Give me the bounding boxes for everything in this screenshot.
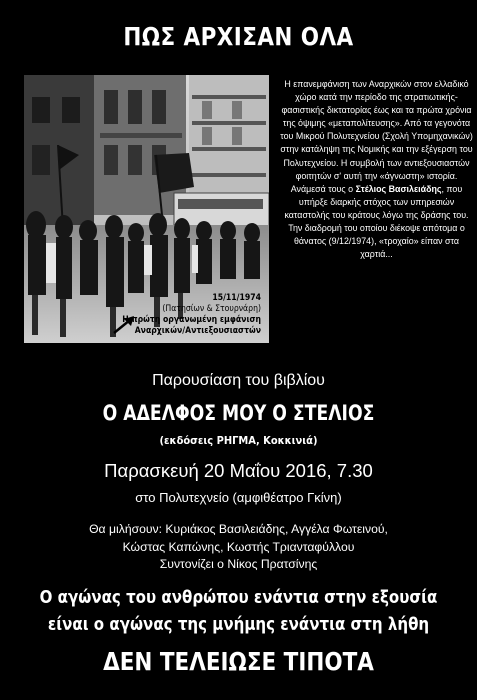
event-date: Παρασκευή 20 Μαΐου 2016, 7.30 bbox=[104, 460, 373, 481]
poster-title: ΠΩΣ ΑΡΧΙΣΑΝ ΟΛΑ bbox=[123, 22, 354, 51]
caption-date: 15/11/1974 bbox=[212, 293, 261, 303]
side-text-part-2: , που υπήρξε διαρκής στόχος των υπηρεσιών καταστολής του κράτους λόγω της δράσης του. Την διαδρομή του οποίου διέκοψε απότομα ο θάνατος (9/12/1974), «τροχαίο» είπαν στα χαρτιά... bbox=[284, 183, 469, 260]
presentation-label: Παρουσίαση του βιβλίου bbox=[152, 372, 325, 389]
book-title: Ο ΑΔΕΛΦΟΣ ΜΟΥ Ο ΣΤΕΛΙΟΣ bbox=[102, 401, 375, 425]
caption-line-2: Αναρχικών/Αντιεξουσιαστών bbox=[134, 326, 261, 336]
slogan-line-1: Ο αγώνας του ανθρώπου ενάντια στην εξουσία bbox=[39, 588, 438, 608]
photo-caption bbox=[122, 293, 261, 337]
side-text-part-1: Η επανεμφάνιση των Αναρχικών στον ελλαδικό χώρο κατά την περίοδο της στρατιωτικής-φασιστικής δικτατορίας έως και τα πρώτα χρόνια της όψιμης «μεταπολίτευσης». Από τα γεγονότα του Μικρού Πολυτεχνείου (Σχολή Υπομηχανικών) στην κατάληψη της Νομικής και την εξέγερση του Πολυτεχνείου. Η συμβολή των αντιεξουσιαστών φοιτητών σ' αυτή την «άγνωστη» ιστορία. Ανάμεσά τους ο bbox=[280, 79, 473, 194]
historical-photo bbox=[24, 75, 269, 343]
caption-place: (Πατησίων & Στουρνάρη) bbox=[162, 304, 261, 314]
slogan-block bbox=[33, 585, 443, 639]
side-description bbox=[280, 78, 473, 261]
speakers-block bbox=[0, 521, 477, 574]
closing-heading: ΔΕΝ ΤΕΛΕΙΩΣΕ ΤΙΠΟΤΑ bbox=[103, 647, 374, 676]
caption-line-1: Η πρώτη οργανωμένη εμφάνιση bbox=[122, 315, 261, 325]
speakers-line-2: Κώστας Καπώνης, Κωστής Τριανταφύλλου bbox=[122, 539, 355, 554]
publisher: (εκδόσεις ΡΗΓΜΑ, Κοκκινιά) bbox=[159, 434, 318, 447]
highlighted-name: Στέλιος Βασιλειάδης bbox=[355, 183, 442, 194]
speakers-line-1: Θα μιλήσουν: Κυριάκος Βασιλειάδης, Αγγέλα Φωτεινού, bbox=[89, 522, 388, 536]
slogan-line-2: είναι ο αγώνας της μνήμης ενάντια στη λήθη bbox=[47, 615, 430, 635]
event-venue: στο Πολυτεχνείο (αμφιθέατρο Γκίνη) bbox=[135, 490, 342, 505]
speakers-line-3: Συντονίζει ο Νίκος Πρατσίνης bbox=[159, 557, 318, 571]
